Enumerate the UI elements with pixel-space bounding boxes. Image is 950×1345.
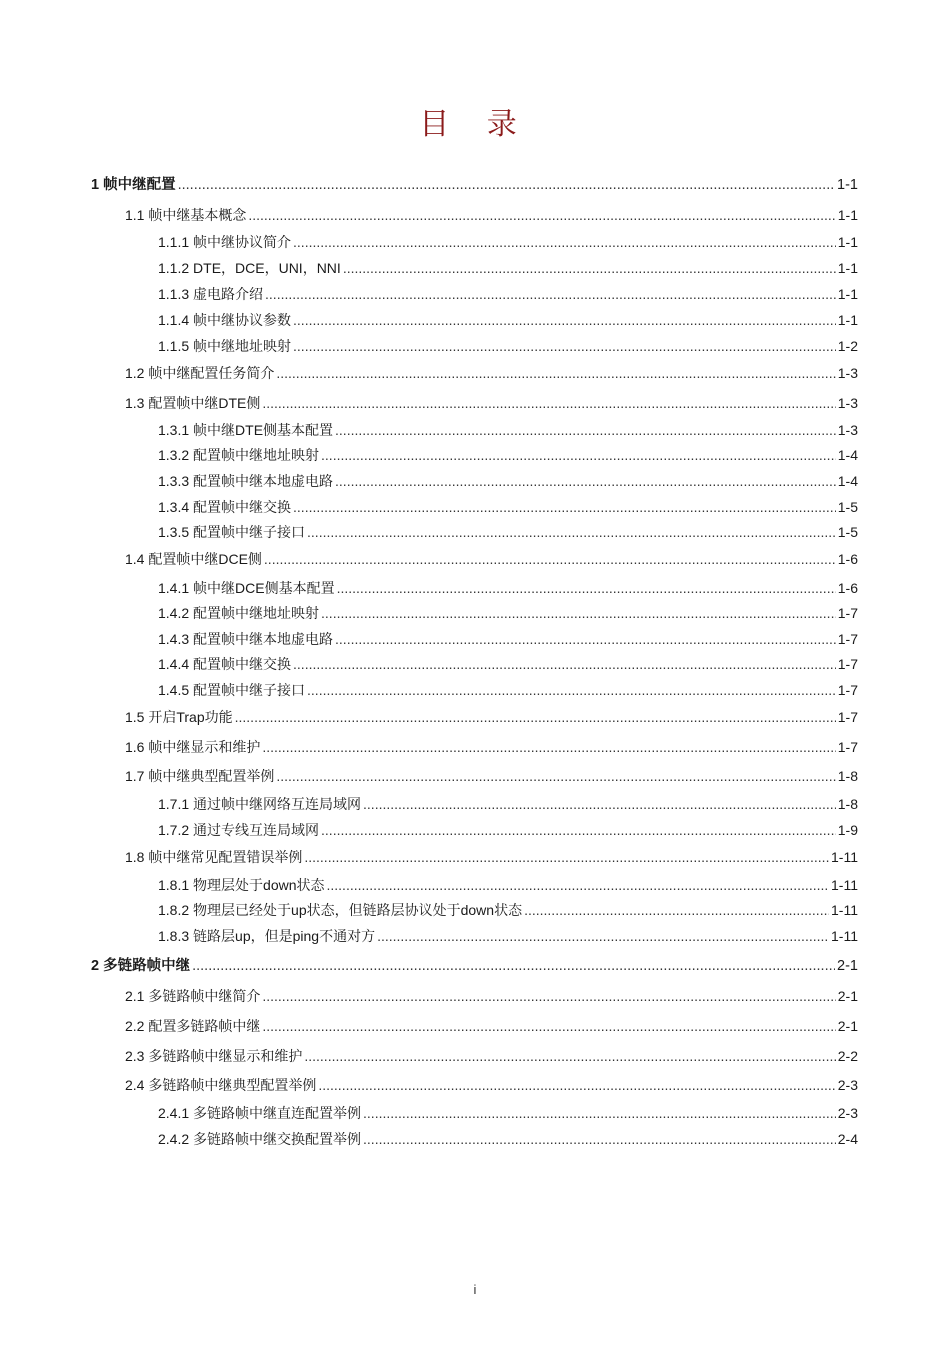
toc-entry[interactable]: [125, 1076, 858, 1094]
toc-dot-leader: [293, 311, 836, 329]
toc-entry[interactable]: [125, 708, 858, 726]
toc-entry-label: 2.4.1 多链路帧中继直连配置举例: [158, 1105, 362, 1121]
toc-dot-leader: [293, 498, 836, 516]
toc-entry[interactable]: [125, 394, 858, 412]
toc-entry-page: 2-3: [837, 1105, 858, 1121]
toc-entry-page: 1-1: [837, 286, 858, 302]
toc-dot-leader: [363, 795, 836, 813]
toc-entry-label: 1.8.1 物理层处于down状态: [158, 877, 325, 893]
toc-title: 目 录: [419, 107, 531, 142]
toc-dot-leader: [363, 1104, 836, 1122]
toc-dot-leader: [321, 821, 836, 839]
toc-entry-label: 2.1 多链路帧中继简介: [125, 988, 261, 1004]
toc-entry[interactable]: [158, 1130, 858, 1148]
toc-entry-label: 1.8.2 物理层已经处于up状态，但链路层协议处于down状态: [158, 902, 523, 918]
toc-entry[interactable]: [158, 821, 858, 839]
toc-entry[interactable]: [125, 550, 858, 568]
toc-dot-leader: [276, 364, 835, 382]
toc-entry[interactable]: [158, 655, 858, 673]
toc-dot-leader: [264, 550, 836, 568]
toc-entry-label: 1 帧中继配置: [91, 177, 176, 193]
toc-entry-label: 1.1.1 帧中继协议简介: [158, 234, 292, 250]
toc-entry-page: 1-3: [837, 395, 858, 411]
toc-entry[interactable]: [91, 176, 858, 194]
toc-entry-page: 1-11: [831, 902, 858, 918]
toc-entry-page: 1-7: [837, 739, 858, 755]
toc-dot-leader: [318, 1076, 835, 1094]
toc-entry[interactable]: [158, 579, 858, 597]
toc-entry-page: 1-5: [837, 499, 858, 515]
toc-entry-page: 1-6: [837, 551, 858, 567]
toc-entry[interactable]: [158, 498, 858, 516]
toc-dot-leader: [337, 579, 836, 597]
toc-dot-leader: [265, 285, 836, 303]
toc-entry[interactable]: [158, 337, 858, 355]
toc-entry-page: 1-9: [837, 822, 858, 838]
toc-dot-leader: [235, 708, 836, 726]
toc-entry-page: 2-4: [837, 1131, 858, 1147]
toc-entry-page: 1-7: [837, 631, 858, 647]
toc-entry-page: 1-8: [837, 796, 858, 812]
toc-dot-leader: [327, 876, 830, 894]
toc-entry-page: 2-2: [837, 1048, 858, 1064]
toc-entry-label: 2.4 多链路帧中继典型配置举例: [125, 1077, 317, 1093]
toc-entry[interactable]: [158, 523, 858, 541]
toc-entry[interactable]: [158, 795, 858, 813]
toc-entry-page: 1-4: [837, 473, 858, 489]
toc-dot-leader: [304, 1047, 835, 1065]
toc-entry[interactable]: [158, 233, 858, 251]
toc-entry[interactable]: [158, 630, 858, 648]
toc-dot-leader: [321, 446, 836, 464]
toc-entry-label: 1.3.4 配置帧中继交换: [158, 499, 292, 515]
toc-entry-page: 1-1: [837, 207, 858, 223]
toc-entry[interactable]: [125, 987, 858, 1005]
toc-entry-page: 1-4: [837, 447, 858, 463]
page-number: i: [473, 1282, 477, 1297]
toc-entry-label: 1.3.2 配置帧中继地址映射: [158, 447, 320, 463]
toc-dot-leader: [335, 421, 836, 439]
toc-entry-label: 1.5 开启Trap功能: [125, 709, 233, 725]
toc-entry[interactable]: [91, 957, 858, 975]
toc-entry[interactable]: [125, 848, 858, 866]
toc-entry-label: 1.4.4 配置帧中继交换: [158, 656, 292, 672]
toc-dot-leader: [293, 337, 836, 355]
toc-dot-leader: [192, 957, 835, 975]
toc-entry-page: 1-1: [837, 312, 858, 328]
toc-entry-label: 1.1.4 帧中继协议参数: [158, 312, 292, 328]
toc-entry-label: 1.3.1 帧中继DTE侧基本配置: [158, 422, 334, 438]
toc-entry-label: 1.3.3 配置帧中继本地虚电路: [158, 473, 334, 489]
toc-entry-page: 2-1: [837, 958, 858, 974]
toc-entry-label: 1.4.5 配置帧中继子接口: [158, 682, 306, 698]
toc-entry-label: 1.7.2 通过专线互连局域网: [158, 822, 320, 838]
toc-entry-page: 1-11: [831, 849, 858, 865]
toc-entry-label: 1.4 配置帧中继DCE侧: [125, 551, 262, 567]
toc-dot-leader: [262, 738, 835, 756]
toc-dot-leader: [343, 259, 836, 277]
toc-entry-page: 2-1: [837, 988, 858, 1004]
toc-entry-page: 1-3: [837, 365, 858, 381]
toc-entry-label: 1.6 帧中继显示和维护: [125, 739, 261, 755]
toc-entry[interactable]: [125, 1047, 858, 1065]
toc-entry-page: 1-6: [837, 580, 858, 596]
toc-entry-page: 1-7: [837, 682, 858, 698]
toc-entry-label: 2.4.2 多链路帧中继交换配置举例: [158, 1131, 362, 1147]
toc-entry-label: 1.8 帧中继常见配置错误举例: [125, 849, 303, 865]
toc-dot-leader: [178, 176, 835, 194]
toc-dot-leader: [262, 1017, 835, 1035]
toc-entry[interactable]: [158, 421, 858, 439]
toc-entry-label: 1.3 配置帧中继DTE侧: [125, 395, 261, 411]
toc-dot-leader: [307, 523, 836, 541]
toc-entry[interactable]: [158, 876, 858, 894]
toc-entry[interactable]: [125, 738, 858, 756]
toc-entry-label: 1.4.1 帧中继DCE侧基本配置: [158, 580, 335, 596]
toc-entry-page: 1-7: [837, 656, 858, 672]
toc-entry-label: 1.1.3 虚电路介绍: [158, 286, 264, 302]
toc-dot-leader: [335, 630, 836, 648]
toc-entry[interactable]: [158, 285, 858, 303]
toc-dot-leader: [363, 1130, 836, 1148]
toc-entry[interactable]: [158, 259, 858, 277]
toc-entry-page: 1-1: [837, 177, 858, 193]
toc-dot-leader: [293, 233, 836, 251]
toc-entry[interactable]: [158, 927, 858, 945]
toc-entry-label: 1.8.3 链路层up，但是ping不通对方: [158, 928, 376, 944]
toc-entry-page: 1-11: [831, 877, 858, 893]
toc-dot-leader: [293, 655, 836, 673]
toc-entry[interactable]: [158, 472, 858, 490]
toc-entry-page: 2-1: [837, 1018, 858, 1034]
toc-entry[interactable]: [125, 364, 858, 382]
toc-entry[interactable]: [125, 767, 858, 785]
toc-entry-page: 1-1: [837, 260, 858, 276]
toc-entry-page: 1-7: [837, 605, 858, 621]
toc-entry[interactable]: [158, 604, 858, 622]
toc-entry-label: 2.2 配置多链路帧中继: [125, 1018, 261, 1034]
toc-entry[interactable]: [158, 901, 858, 919]
toc-entry-page: 1-8: [837, 768, 858, 784]
toc-entry-page: 2-3: [837, 1077, 858, 1093]
toc-dot-leader: [262, 394, 835, 412]
toc-dot-leader: [262, 987, 835, 1005]
toc-entry-label: 1.7.1 通过帧中继网络互连局域网: [158, 796, 362, 812]
toc-entry[interactable]: [125, 206, 858, 224]
toc-entry-label: 1.2 帧中继配置任务简介: [125, 365, 275, 381]
toc-entry-label: 2.3 多链路帧中继显示和维护: [125, 1048, 303, 1064]
toc-entry-label: 1.1 帧中继基本概念: [125, 207, 247, 223]
toc-entry-page: 1-1: [837, 234, 858, 250]
toc-entry-label: 1.4.2 配置帧中继地址映射: [158, 605, 320, 621]
toc-entry-page: 1-2: [837, 338, 858, 354]
toc-entry-page: 1-7: [837, 709, 858, 725]
toc-entry[interactable]: [158, 681, 858, 699]
toc-entry-page: 1-11: [831, 928, 858, 944]
toc-dot-leader: [307, 681, 836, 699]
toc-entry[interactable]: [125, 1017, 858, 1035]
toc-entry[interactable]: [158, 311, 858, 329]
toc-entry-label: 2 多链路帧中继: [91, 958, 191, 974]
toc-entry-label: 1.4.3 配置帧中继本地虚电路: [158, 631, 334, 647]
toc-entry-label: 1.1.2 DTE，DCE，UNI，NNI: [158, 260, 341, 276]
toc-dot-leader: [524, 901, 829, 919]
toc-dot-leader: [304, 848, 829, 866]
toc-dot-leader: [248, 206, 835, 224]
toc-entry-label: 1.3.5 配置帧中继子接口: [158, 524, 306, 540]
toc-entry-label: 1.7 帧中继典型配置举例: [125, 768, 275, 784]
toc-entry-page: 1-3: [837, 422, 858, 438]
toc-entry-page: 1-5: [837, 524, 858, 540]
toc-entry[interactable]: [158, 1104, 858, 1122]
toc-dot-leader: [321, 604, 836, 622]
toc-dot-leader: [335, 472, 836, 490]
toc-dot-leader: [377, 927, 829, 945]
toc-entry[interactable]: [158, 446, 858, 464]
toc-dot-leader: [276, 767, 835, 785]
toc-entry-label: 1.1.5 帧中继地址映射: [158, 338, 292, 354]
